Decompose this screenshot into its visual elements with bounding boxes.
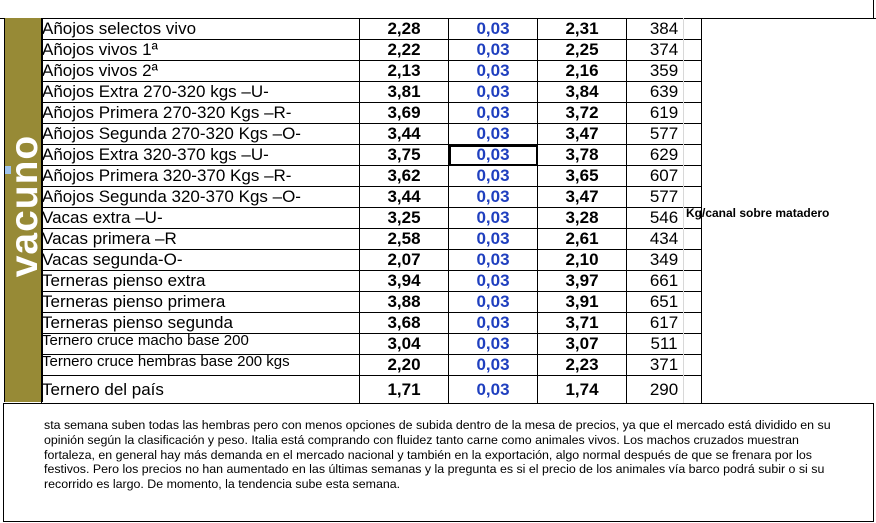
price-per-unit[interactable]: 371 — [627, 355, 702, 376]
price-current[interactable]: 2,25 — [538, 40, 627, 61]
price-current[interactable]: 1,74 — [538, 376, 627, 405]
price-current[interactable]: 2,10 — [538, 250, 627, 271]
price-previous[interactable]: 3,44 — [360, 124, 449, 145]
price-current[interactable]: 3,91 — [538, 292, 627, 313]
row-name[interactable]: Añojos Extra 320-370 kgs –U- — [42, 145, 360, 166]
table-row — [42, 229, 702, 250]
row-name[interactable]: Añojos Extra 270-320 kgs –U- — [42, 82, 360, 103]
table-row — [42, 61, 702, 82]
table-row — [42, 145, 702, 166]
price-change[interactable]: 0,03 — [449, 82, 538, 103]
price-current[interactable]: 3,71 — [538, 313, 627, 334]
row-name[interactable]: Ternero del país — [42, 376, 360, 405]
row-name[interactable]: Añojos Primera 270-320 Kgs –R- — [42, 103, 360, 124]
price-current[interactable]: 2,23 — [538, 355, 627, 376]
price-per-unit[interactable]: 619 — [627, 103, 702, 124]
price-previous[interactable]: 3,04 — [360, 334, 449, 355]
row-name[interactable]: Ternero cruce hembras base 200 kgs — [42, 355, 360, 376]
price-change[interactable]: 0,03 — [449, 103, 538, 124]
price-previous[interactable]: 3,94 — [360, 271, 449, 292]
row-name[interactable]: Añojos selectos vivo — [42, 19, 360, 40]
table-row — [42, 334, 702, 355]
price-change[interactable]: 0,03 — [449, 334, 538, 355]
table-row — [42, 292, 702, 313]
price-per-unit[interactable]: 661 — [627, 271, 702, 292]
price-previous[interactable]: 3,62 — [360, 166, 449, 187]
price-per-unit[interactable]: 546 — [627, 208, 702, 229]
row-name[interactable]: Terneras pienso primera — [42, 292, 360, 313]
price-change[interactable]: 0,03 — [449, 229, 538, 250]
price-previous[interactable]: 3,81 — [360, 82, 449, 103]
category-label: vacuno — [3, 134, 46, 278]
price-previous[interactable]: 2,13 — [360, 61, 449, 82]
table-row — [42, 355, 702, 376]
price-change[interactable]: 0,03 — [449, 292, 538, 313]
market-comment-box[interactable] — [3, 403, 874, 522]
price-change[interactable]: 0,03 — [449, 40, 538, 61]
price-current[interactable]: 3,97 — [538, 271, 627, 292]
row-name[interactable]: Vacas segunda-O- — [42, 250, 360, 271]
price-change[interactable]: 0,03 — [449, 187, 538, 208]
price-change[interactable]: 0,03 — [449, 19, 538, 40]
table-row — [42, 124, 702, 145]
price-previous[interactable]: 2,22 — [360, 40, 449, 61]
price-previous[interactable]: 3,25 — [360, 208, 449, 229]
row-name[interactable]: Añojos Primera 320-370 Kgs –R- — [42, 166, 360, 187]
selected-cell[interactable]: 0,03 — [449, 145, 538, 166]
table-row — [42, 376, 702, 405]
price-current[interactable]: 2,16 — [538, 61, 627, 82]
row-name[interactable]: Añojos vivos 1ª — [42, 40, 360, 61]
market-comment-text: sta semana suben todas las hembras pero con menos opciones de subida dentro de la mesa de precios, ya que el mercado está dividido en su opinión según la clasificación y peso. Italia está comprando con fluidez tanto carne como animales vivos. Los machos cruzados muestran fortaleza, en general hay más demanda en el mercado nacional y también en la exportación, algo normal después de que se frenara por los festivos. Pero los precios no han aumentado en las últimas semanas y la pregunta es si el precio de los animales vía barco podrá subir o si su recorrido es largo. De momento, la tendencia sube esta semana. — [44, 418, 831, 492]
price-per-unit[interactable]: 607 — [627, 166, 702, 187]
price-previous[interactable]: 3,75 — [360, 145, 449, 166]
price-current[interactable]: 2,31 — [538, 19, 627, 40]
price-per-unit[interactable]: 629 — [627, 145, 702, 166]
row-name[interactable]: Ternero cruce macho base 200 — [42, 334, 360, 355]
price-previous[interactable]: 3,68 — [360, 313, 449, 334]
table-row — [42, 208, 702, 229]
top-border — [873, 0, 874, 18]
price-change[interactable]: 0,03 — [449, 124, 538, 145]
price-previous[interactable]: 3,69 — [360, 103, 449, 124]
row-name[interactable]: Añojos Segunda 270-320 Kgs –O- — [42, 124, 360, 145]
table-row — [42, 103, 702, 124]
top-header-strip — [0, 0, 876, 19]
price-previous[interactable]: 3,44 — [360, 187, 449, 208]
price-previous[interactable]: 3,88 — [360, 292, 449, 313]
price-previous[interactable]: 2,28 — [360, 19, 449, 40]
row-name[interactable]: Vacas primera –R — [42, 229, 360, 250]
price-per-unit[interactable]: 577 — [627, 124, 702, 145]
row-name[interactable]: Terneras pienso segunda — [42, 313, 360, 334]
price-per-unit[interactable]: 617 — [627, 313, 702, 334]
price-per-unit[interactable]: 359 — [627, 61, 702, 82]
price-current[interactable]: 3,84 — [538, 82, 627, 103]
price-current[interactable]: 3,78 — [538, 145, 627, 166]
price-per-unit[interactable]: 384 — [627, 19, 702, 40]
category-sidebar — [3, 18, 46, 402]
table-row — [42, 271, 702, 292]
row-name[interactable]: Añojos vivos 2ª — [42, 61, 360, 82]
price-per-unit[interactable]: 434 — [627, 229, 702, 250]
price-current[interactable]: 3,72 — [538, 103, 627, 124]
price-previous[interactable]: 2,58 — [360, 229, 449, 250]
price-table — [41, 18, 702, 405]
table-row — [42, 313, 702, 334]
price-change[interactable]: 0,03 — [449, 61, 538, 82]
unit-label: Kg/canal sobre matadero — [686, 206, 830, 220]
price-per-unit[interactable]: 639 — [627, 82, 702, 103]
table-row — [42, 250, 702, 271]
price-current[interactable]: 3,47 — [538, 124, 627, 145]
row-name[interactable]: Vacas extra –U- — [42, 208, 360, 229]
row-name[interactable]: Añojos Segunda 320-370 Kgs –O- — [42, 187, 360, 208]
table-row — [42, 40, 702, 61]
price-current[interactable]: 3,07 — [538, 334, 627, 355]
price-current[interactable]: 2,61 — [538, 229, 627, 250]
price-change[interactable]: 0,03 — [449, 166, 538, 187]
price-per-unit[interactable]: 349 — [627, 250, 702, 271]
price-current[interactable]: 3,65 — [538, 166, 627, 187]
price-per-unit[interactable]: 290 — [627, 376, 702, 405]
price-per-unit[interactable]: 511 — [627, 334, 702, 355]
column-divider — [683, 18, 684, 403]
price-change[interactable]: 0,03 — [449, 250, 538, 271]
price-previous[interactable]: 2,07 — [360, 250, 449, 271]
row-name[interactable]: Terneras pienso extra — [42, 271, 360, 292]
price-change[interactable]: 0,03 — [449, 376, 538, 405]
price-change[interactable]: 0,03 — [449, 355, 538, 376]
price-change[interactable]: 0,03 — [449, 313, 538, 334]
price-per-unit[interactable]: 374 — [627, 40, 702, 61]
price-per-unit[interactable]: 651 — [627, 292, 702, 313]
table-row — [42, 19, 702, 40]
price-previous[interactable]: 1,71 — [360, 376, 449, 405]
table-row — [42, 166, 702, 187]
table-row — [42, 187, 702, 208]
price-current[interactable]: 3,47 — [538, 187, 627, 208]
price-change[interactable]: 0,03 — [449, 208, 538, 229]
price-change[interactable]: 0,03 — [449, 271, 538, 292]
price-per-unit[interactable]: 577 — [627, 187, 702, 208]
price-previous[interactable]: 2,20 — [360, 355, 449, 376]
table-row — [42, 82, 702, 103]
price-current[interactable]: 3,28 — [538, 208, 627, 229]
